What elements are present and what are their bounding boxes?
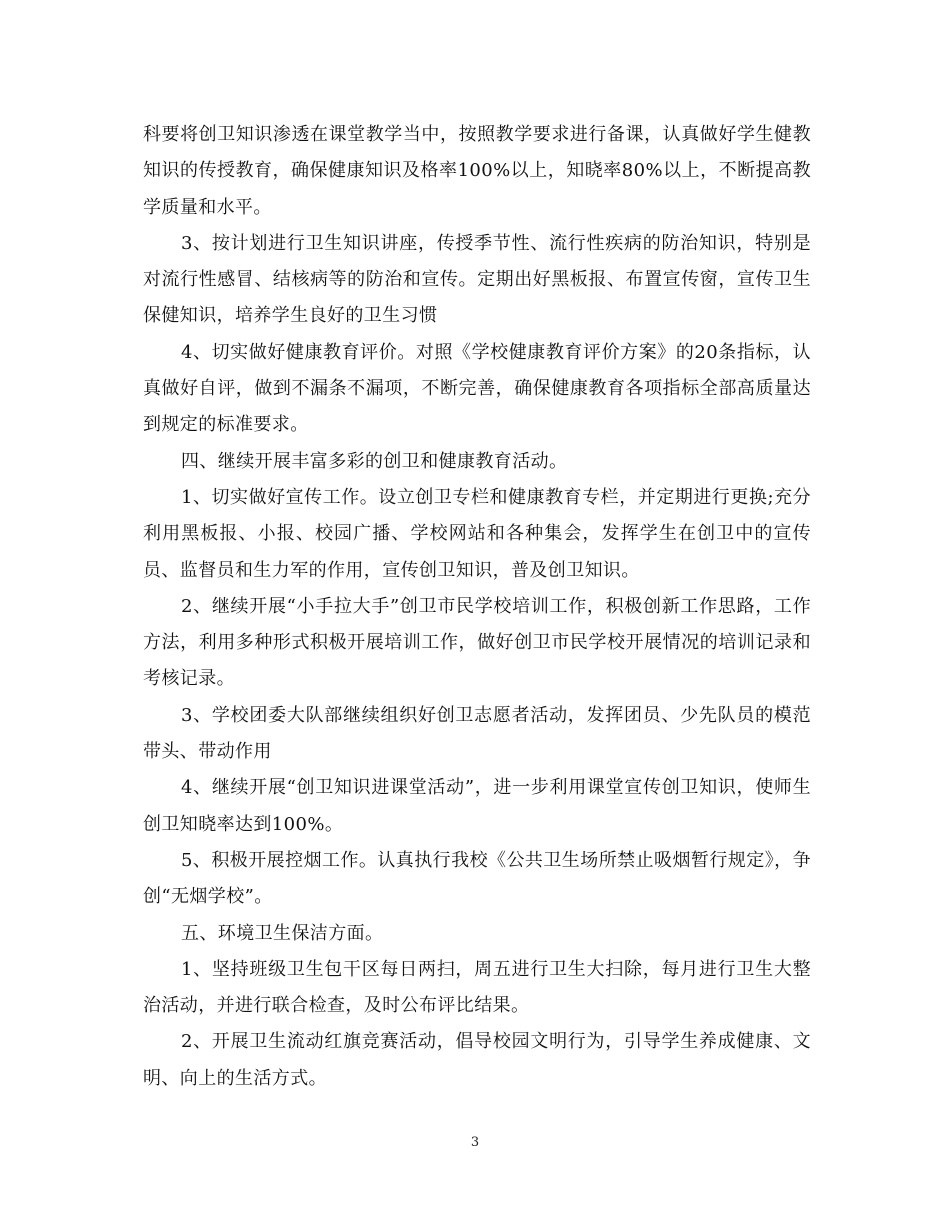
paragraph-red-flag-competition: 2、开展卫生流动红旗竞赛活动，倡导校园文明行为，引导学生养成健康、文明、向上的生活方式。 [143,1031,811,1089]
paragraph-knowledge-in-class: 4、继续开展“创卫知识进课堂活动”，进一步利用课堂宣传创卫知识，使师生创卫知晓率达到100%。 [143,777,811,835]
paragraph-smoking-control: 5、积极开展控烟工作。认真执行我校《公共卫生场所禁止吸烟暂行规定》，争创“无烟学校”。 [143,849,811,908]
paragraph-volunteer-activities: 3、学校团委大队部继续组织好创卫志愿者活动，发挥团员、少先队员的模范带头、带动作用 [143,704,811,763]
page-number: 3 [470,1135,480,1150]
paragraph-education-evaluation: 4、切实做好健康教育评价。对照《学校健康教育评价方案》的20条指标，认真做好自评，做到不漏条不漏项，不断完善，确保健康教育各项指标全部高质量达到规定的标准要求。 [143,341,811,436]
document-body [143,117,811,1097]
paragraph-citizen-school-training: 2、继续开展“小手拉大手”创卫市民学校培训工作，积极创新工作思路，工作方法，利用多种形式积极开展培训工作，做好创卫市民学校开展情况的培训记录和考核记录。 [143,595,811,690]
paragraph-publicity-work: 1、切实做好宣传工作。设立创卫专栏和健康教育专栏，并定期进行更换;充分利用黑板报、小报、校园广播、学校网站和各种集会，发挥学生在创卫中的宣传员、监督员和生力军的作用，宣传创卫知识，普及创卫知识。 [143,486,811,581]
paragraph-continued-teaching: 科要将创卫知识渗透在课堂教学当中，按照教学要求进行备课，认真做好学生健教知识的传授教育，确保健康知识及格率100%以上，知晓率80%以上，不断提高教学质量和水平。 [143,124,811,218]
section-heading-environment: 五、环境卫生保洁方面。 [181,922,384,944]
section-heading-activities: 四、继续开展丰富多彩的创卫和健康教育活动。 [181,450,568,472]
paragraph-class-cleaning: 1、坚持班级卫生包干区每日两扫，周五进行卫生大扫除，每月进行卫生大整治活动，并进行联合检查，及时公布评比结果。 [143,958,811,1017]
paragraph-health-lectures: 3、按计划进行卫生知识讲座，传授季节性、流行性疾病的防治知识，特别是对流行性感冒、结核病等的防治和宣传。定期出好黑板报、布置宣传窗，宣传卫生保健知识，培养学生良好的卫生习惯 [143,232,811,327]
